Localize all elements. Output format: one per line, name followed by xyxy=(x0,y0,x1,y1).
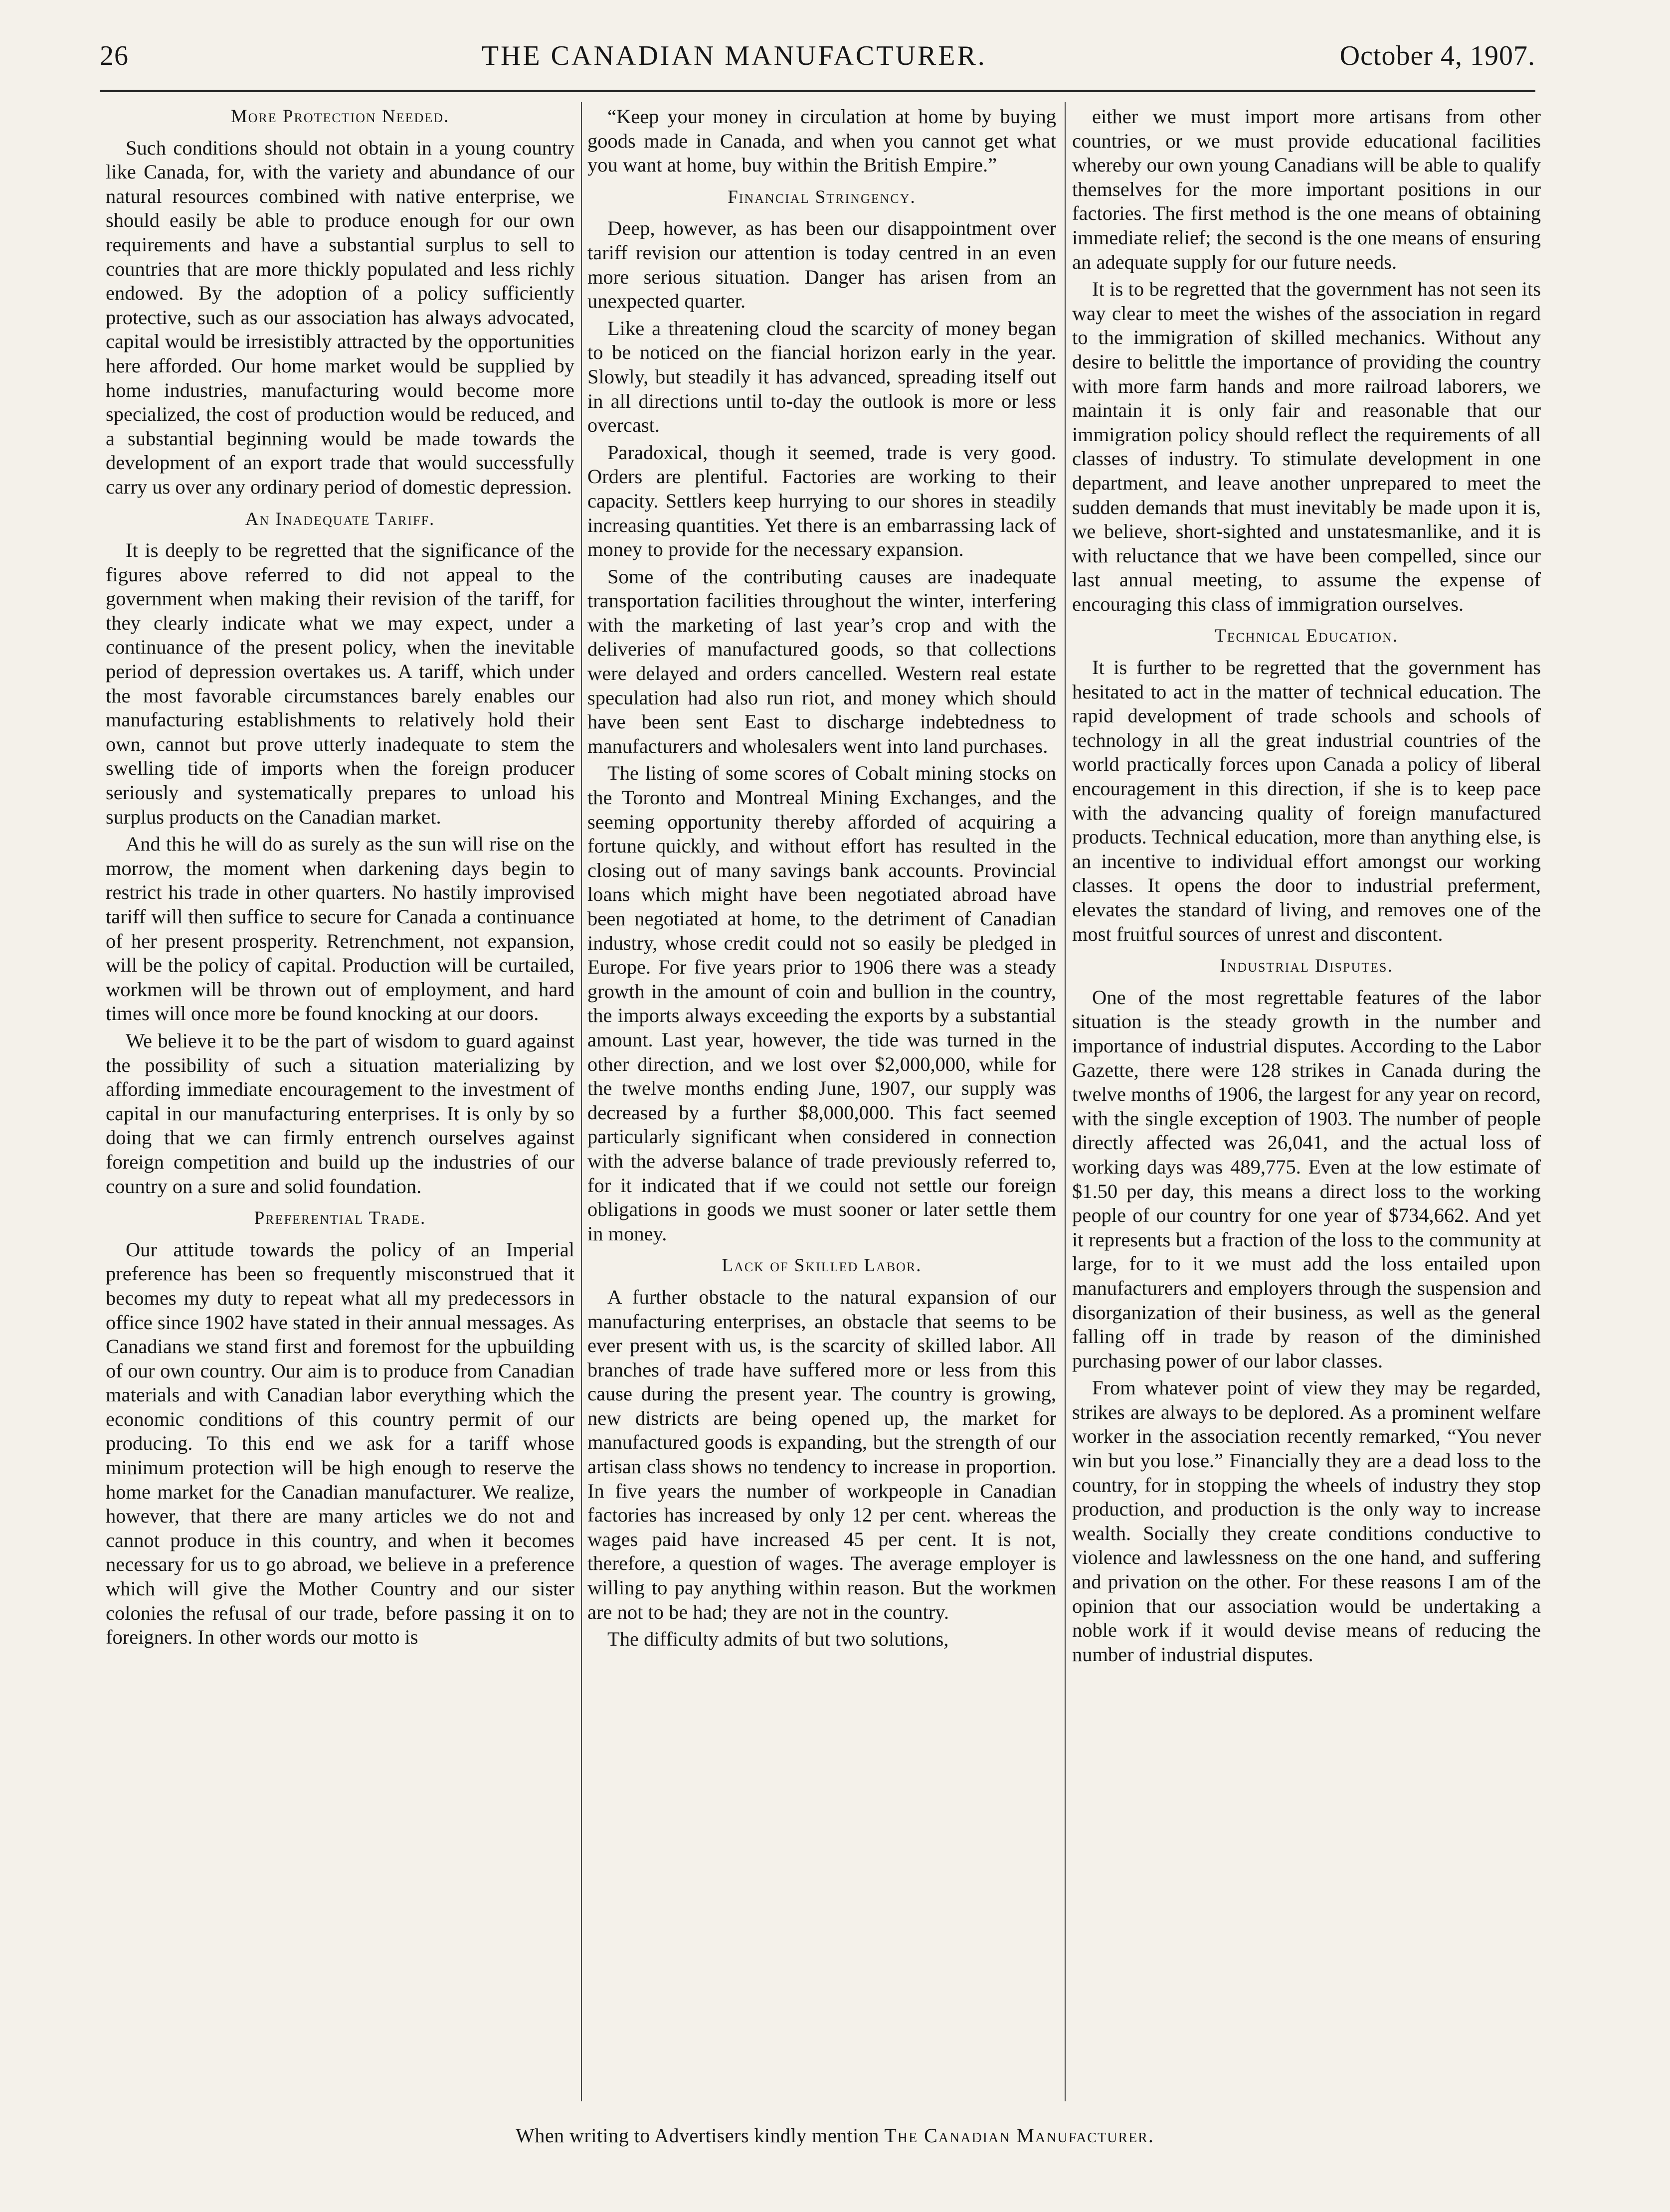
footer-note xyxy=(0,2124,1670,2147)
section-heading: Technical Education. xyxy=(1214,626,1399,647)
section-heading: Industrial Disputes. xyxy=(1220,956,1393,977)
paragraph: The listing of some scores of Cobalt mining stocks on the Toronto and Montreal Mining Exchanges, and the seeming opportunity thereby afforded of acquiring a fortune quickly, and without effort has resulted in the closing out of many savings bank accounts. Provincial loans which might have been negotiated abroad have been negotiated at home, to the detriment of Canadian industry, whose credit could not so easily be pledged in Europe. For five years prior to 1906 there was a steady growth in the amount of coin and bullion in the country, the imports always exceeding the exports by a substantial amount. Last year, however, the tide was turned in the other direction, and we lost over $2,000,000, while for the twelve months ending June, 1907, our supply was decreased by a further $8,000,000. This fact seemed particularly significant when considered in connection with the adverse balance of trade previously referred to, for it indicated that if we could not settle our foreign obligations in goods we must sooner or later settle them in money. xyxy=(587,762,1056,1245)
paragraph: Such conditions should not obtain in a young country like Canada, for, with the variety and abundance of our natural resources combined with native enterprise, we should easily be able to produce enough for our own requirements and have a substantial surplus to sell to countries that are more thickly populated and less richly endowed. By the adoption of a policy sufficiently protective, such as our association has always advocated, capital would be irresistibly attracted by the opportunities here afforded. Our home market would be supplied by home industries, manufacturing would become more specialized, the cost of production would be reduced, and a substantial beginning would be made towards the development of an export trade that would successfully carry us over any ordinary period of domestic depression. xyxy=(106,136,574,498)
section-heading: Preferential Trade. xyxy=(254,1208,426,1229)
paragraph: The difficulty admits of but two solutions, xyxy=(607,1628,949,1651)
paragraph: Paradoxical, though it seemed, trade is very good. Orders are plentiful. Factories are working to their capacity. Settlers keep hurrying to our shores in steadily increasing quantities. Yet there is an embarrassing lack of money to provide for the necessary expansion. xyxy=(587,441,1056,561)
section-heading: More Protection Needed. xyxy=(230,106,450,127)
header-rule xyxy=(100,90,1535,92)
page-number: 26 xyxy=(100,40,129,71)
section-heading: An Inadequate Tariff. xyxy=(245,509,435,529)
footer-text: When writing to Advertisers kindly mention xyxy=(516,2124,885,2147)
column-1 xyxy=(106,105,574,2109)
paragraph: And this he will do as surely as the sun will rise on the morrow, the moment when darkening days begin to restrict his trade in other quarters. No hastily improvised tariff will then suffice to secure for Canada a continuance of her present prosperity. Retrenchment, not expansion, will be the policy of capital. Production will be curtailed, workmen will be thrown out of employment, and hard times will once more be found knocking at our doors. xyxy=(106,833,574,1025)
column-divider xyxy=(581,102,582,2101)
paragraph: Some of the contributing causes are inadequate transportation facilities throughout the winter, interfering with the marketing of last year’s crop and with the deliveries of manufactured goods, so that collections were delayed and orders cancelled. Western real estate speculation had also run riot, and money which should have been sent East to discharge indebtedness to manufacturers and wholesalers went into land purchases. xyxy=(587,565,1056,757)
paragraph: Like a threatening cloud the scarcity of money began to be noticed on the fiancial horizon early in the year. Slowly, but steadily it has advanced, spreading itself out in all directions until to-day the outlook is more or less overcast. xyxy=(587,317,1056,437)
masthead xyxy=(100,40,1535,90)
footer-publication: The Canadian Manufacturer. xyxy=(884,2124,1154,2147)
column-2 xyxy=(587,105,1056,2109)
paragraph: either we must import more artisans from other countries, or we must provide educational facilities whereby our own young Canadians will be able to qualify themselves for the more important positions in our factories. The first method is the one means of obtaining immediate relief; the second is the one means of ensuring an adequate supply for our future needs. xyxy=(1072,105,1541,273)
paragraph: From whatever point of view they may be regarded, strikes are always to be deplored. As a prominent welfare worker in the association recently remarked, “You never win but you lose.” Financially they are a dead loss to the country, for in stopping the wheels of industry they stop production, and production is the only way to increase wealth. Socially they create conditions conductive to violence and lawlessness on the one hand, and suffering and privation on the other. For these reasons I am of the opinion that our association would be undertaking a noble work if it would devise means of reducing the number of industrial disputes. xyxy=(1072,1376,1541,1666)
paragraph: It is to be regretted that the government has not seen its way clear to meet the wishes of the association in regard to the immigration of skilled mechanics. Without any desire to belittle the importance of providing the country with more farm hands and more railroad laborers, we maintain it is only fair and reasonable that our immigration policy should reflect the requirements of all classes of industry. To stimulate development in one department, and leave another unprepared to meet the sudden demands that must inevitably be made upon it is, we believe, short-sighted and unstatesmanlike, and it is with reluctance that we have been compelled, since our last annual meeting, to assume the expense of encouraging this class of immigration ourselves. xyxy=(1072,278,1541,615)
paragraph: It is deeply to be regretted that the significance of the figures above referred to did not appeal to the government when making their revision of the tariff, for they clearly indicate what we may expect, under a continuance of the present policy, when the inevitable period of depression overtakes us. A tariff, which under the most favorable circumstances barely enables our manufacturing establishments to relatively hold their own, cannot but prove utterly inadequate to stem the swelling tide of imports when the foreign producer seriously and systematically prepares to unload his surplus products on the Canadian market. xyxy=(106,539,574,828)
paragraph: A further obstacle to the natural expansion of our manufacturing enterprises, an obstacle that seems to be ever present with us, is the scarcity of skilled labor. All branches of trade have suffered more or less from this cause during the present year. The country is growing, new districts are being opened up, the market for manufactured goods is expanding, but the strength of our artisan class shows no tendency to increase in proportion. In five years the number of workpeople in Canadian factories has increased by only 12 per cent. whereas the wages paid have increased 45 per cent. It is not, therefore, a question of wages. The average employer is willing to pay anything within reason. But the workmen are not to be had; they are not in the country. xyxy=(587,1285,1056,1623)
paragraph: It is further to be regretted that the government has hesitated to act in the matter of technical education. The rapid development of trade schools and schools of technology in all the great industrial countries of the world practically forces upon Canada a policy of liberal encouragement in this direction, if she is to keep pace with the advancing quality of foreign manufactured products. Technical education, more than anything else, is an incentive to individual effort amongst our working classes. It opens the door to industrial preferment, elevates the standard of living, and removes one of the most fruitful sources of unrest and discontent. xyxy=(1072,656,1541,945)
paragraph: Our attitude towards the policy of an Imperial preference has been so frequently misconstrued that it becomes my duty to repeat what all my predecessors in office since 1902 have stated in their annual messages. As Canadians we stand first and foremost for the upbuilding of our own country. Our aim is to produce from Canadian materials and with Canadian labor everything which the economic conditions of this country permit of our producing. To this end we ask for a tariff whose minimum protection will be high enough to reserve the home market for the Canadian manufacturer. We realize, however, that there are many articles we do not and cannot produce in this country, and when it becomes necessary for us to go abroad, we believe in a preference which will give the Mother Country and our sister colonies the refusal of our trade, before passing it on to foreigners. In other words our motto is xyxy=(106,1238,574,1649)
paragraph: One of the most regrettable features of the labor situation is the steady growth in the number and importance of industrial disputes. According to the Labor Gazette, there were 128 strikes in Canada during the twelve months of 1906, the largest for any year on record, with the single exception of 1903. The number of people directly affected was 26,041, and the actual loss of working days was 489,775. Even at the low estimate of $1.50 per day, this means a direct loss to the working people of our country for one year of $734,662. And yet it represents but a fraction of the loss to the community at large, for to it we must add the loss entailed upon manufacturers and employers through the suspension and disorganization of their business, as well as the general falling off in trade by reason of the diminished purchasing power of our labor classes. xyxy=(1072,986,1541,1372)
column-3 xyxy=(1072,105,1541,2109)
paragraph: Deep, however, as has been our disappointment over tariff revision our attention is today centred in an even more serious situation. Danger has arisen from an unexpected quarter. xyxy=(587,217,1056,313)
section-heading: Lack of Skilled Labor. xyxy=(722,1255,922,1276)
paragraph: We believe it to be the part of wisdom to guard against the possibility of such a situation materializing by affording immediate encouragement to the investment of capital in our manufacturing enterprises. It is only by so doing that we can firmly entrench ourselves against foreign competition and build up the industries of our country on a sure and solid foundation. xyxy=(106,1029,574,1197)
publication-title: THE CANADIAN MANUFACTURER. xyxy=(481,40,987,71)
paragraph: “Keep your money in circulation at home by buying goods made in Canada, and when you cannot get what you want at home, buy within the British Empire.” xyxy=(587,105,1056,176)
issue-date: October 4, 1907. xyxy=(1339,40,1535,71)
column-divider xyxy=(1065,102,1066,2101)
section-heading: Financial Stringency. xyxy=(728,186,916,207)
